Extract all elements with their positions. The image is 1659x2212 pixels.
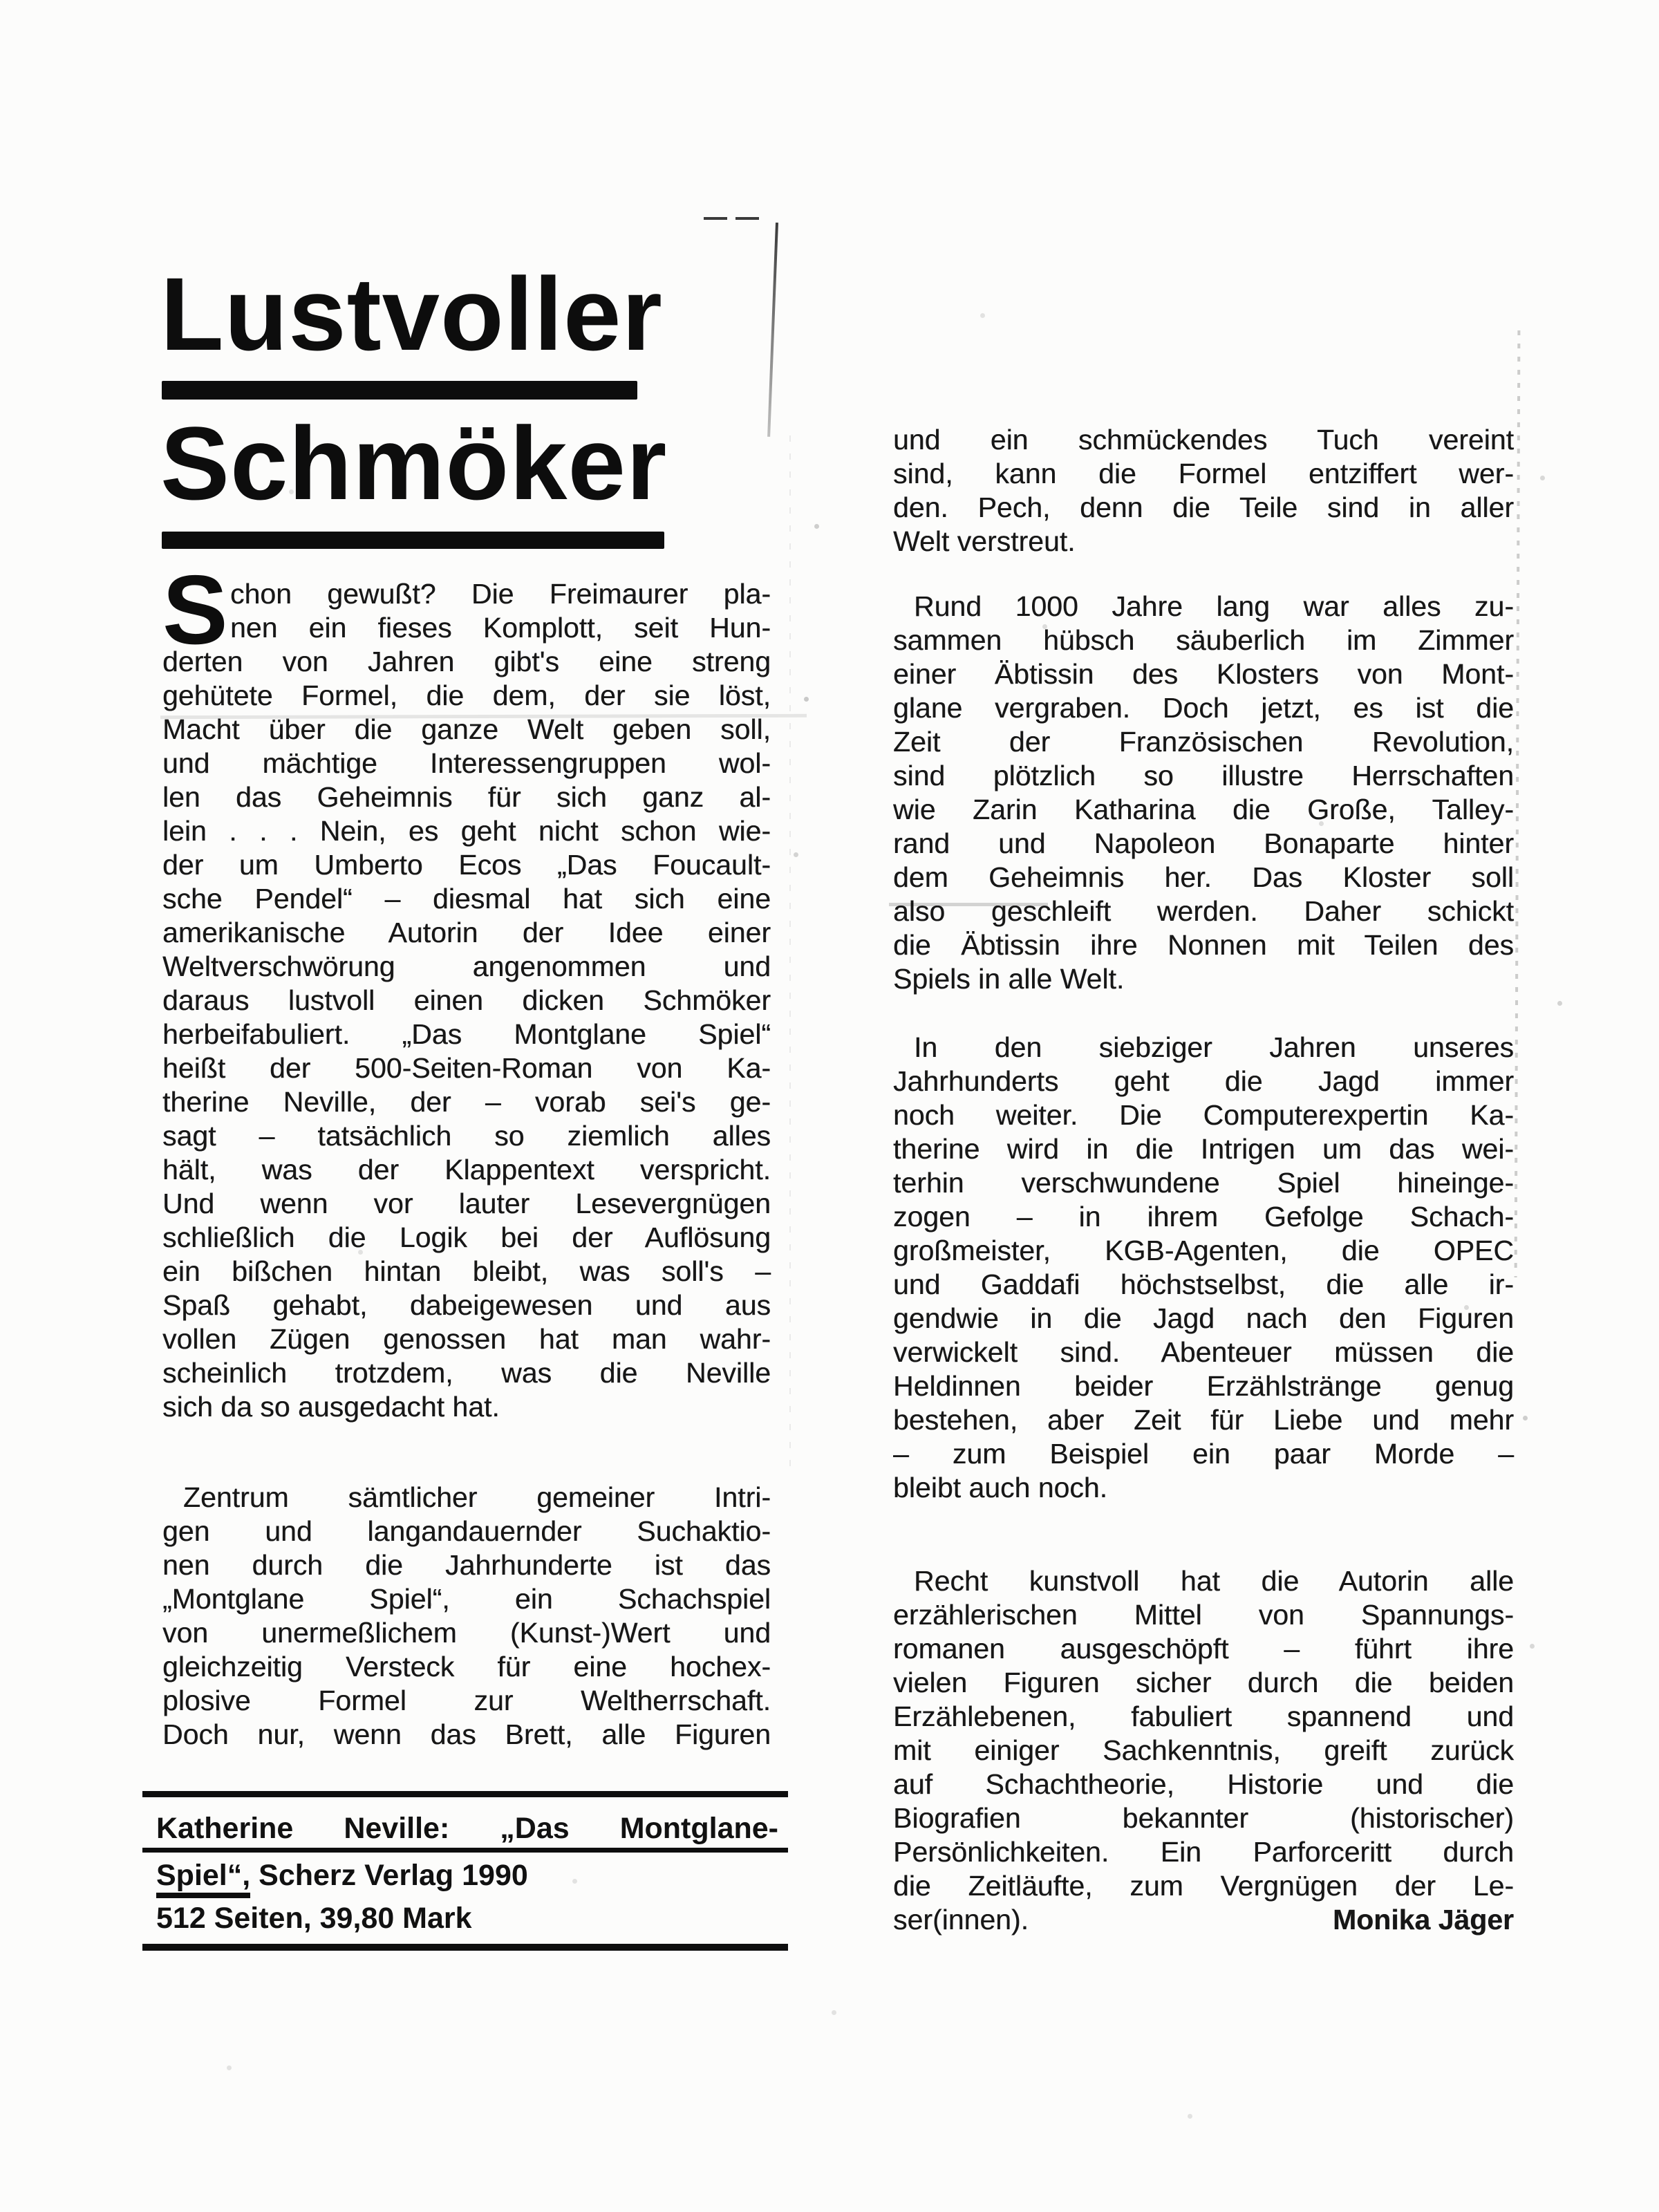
text-line: und ein schmückendes Tuch vereint	[893, 424, 1514, 456]
text-line: rand und Napoleon Bonaparte hinter	[893, 827, 1514, 859]
closing-line	[893, 1903, 1514, 1937]
top-scan-tick	[704, 217, 767, 220]
text-line: auf Schachtheorie, Historie und die	[893, 1768, 1514, 1800]
citation-line-3: 512 Seiten, 39,80 Mark	[156, 1902, 472, 1935]
text-line: bestehen, aber Zeit für Liebe und mehr	[893, 1404, 1514, 1436]
text-line: gleichzeitig Versteck für eine hochex-	[162, 1651, 771, 1683]
text-line: dem Geheimnis her. Das Kloster soll	[893, 861, 1514, 893]
right-edge-scan-noise	[1515, 330, 1521, 1277]
headline-word-2: Schmöker	[160, 405, 668, 521]
paragraph-kunstvoll	[893, 1564, 1514, 1903]
right-column	[893, 423, 1514, 1937]
text-line: hält, was der Klappentext verspricht.	[162, 1154, 771, 1185]
text-line: Spaß gehabt, dabeigewesen und aus	[162, 1289, 771, 1321]
text-line: gehütete Formel, die dem, der sie löst,	[162, 679, 771, 711]
text-line: Jahrhunderts geht die Jagd immer	[893, 1065, 1514, 1097]
text-line: sammen hübsch säuberlich im Zimmer	[893, 624, 1514, 656]
text-line: Welt verstreut.	[893, 525, 1076, 557]
text-line: Doch nur, wenn das Brett, alle Figuren	[162, 1718, 771, 1750]
text-line: zogen – in ihrem Gefolge Schach-	[893, 1201, 1514, 1232]
author-signature: Monika Jäger	[1332, 1904, 1514, 1936]
text-line: den. Pech, denn die Teile sind in aller	[893, 491, 1514, 523]
paragraph-siebziger	[893, 1031, 1514, 1505]
text-line: von unermeßlichem (Kunst-)Wert und	[162, 1617, 771, 1649]
text-line: der um Umberto Ecos „Das Foucault-	[162, 849, 771, 881]
text-line: – zum Beispiel ein paar Morde –	[893, 1438, 1514, 1470]
text-line: Persönlichkeiten. Ein Parforceritt durch	[893, 1836, 1514, 1868]
text-line: sche Pendel“ – diesmal hat sich eine	[162, 883, 771, 915]
text-line: therine Neville, der – vorab sei's ge-	[162, 1086, 771, 1118]
headline-rule-bottom	[162, 532, 664, 549]
text-line: bleibt auch noch.	[893, 1472, 1108, 1503]
scan-specks	[0, 0, 2, 2]
text-line: derten von Jahren gibt's eine streng	[162, 646, 771, 677]
paragraph-rund-1000	[893, 590, 1514, 996]
text-line: Biografien bekannter (historischer)	[893, 1802, 1514, 1834]
text-line: die Zeitläufte, zum Vergnügen der Le-	[893, 1870, 1514, 1902]
text-line: heißt der 500-Seiten-Roman von Ka-	[162, 1052, 771, 1084]
text-line: Heldinnen beider Erzählstränge genug	[893, 1370, 1514, 1402]
text-line: vollen Zügen genossen hat man wahr-	[162, 1323, 771, 1355]
text-line: glane vergraben. Doch jetzt, es ist die	[893, 692, 1514, 724]
text-line: großmeister, KGB-Agenten, die OPEC	[893, 1235, 1514, 1266]
text-line: lein . . . Nein, es geht nicht schon wie-	[162, 815, 771, 847]
text-line: und mächtige Interessengruppen wol-	[162, 747, 771, 779]
text-line: sind, kann die Formel entziffert wer-	[893, 458, 1514, 489]
paragraph-intro	[162, 555, 771, 1424]
text-line: gen und langandauernder Suchaktio-	[162, 1515, 771, 1547]
text-line: „Montglane Spiel“, ein Schachspiel	[162, 1583, 771, 1615]
citation-underlined-part: Spiel“,	[156, 1858, 250, 1898]
text-line: Weltverschwörung angenommen und	[162, 950, 771, 982]
text-line: len das Geheimnis für sich ganz al-	[162, 781, 771, 813]
column-fold-line-faint	[789, 435, 791, 1472]
text-line: daraus lustvoll einen dicken Schmöker	[162, 984, 771, 1016]
text-line: romanen ausgeschöpft – führt ihre	[893, 1633, 1514, 1665]
paragraph-zentrum	[162, 1481, 771, 1752]
citation-publisher: Scherz Verlag 1990	[259, 1859, 528, 1892]
text-line: nen durch die Jahrhunderte ist das	[162, 1549, 771, 1581]
text-line: Spiels in alle Welt.	[893, 963, 1125, 995]
text-line: erzählerischen Mittel von Spannungs-	[893, 1599, 1514, 1631]
text-line: einer Äbtissin des Klosters von Mont-	[893, 658, 1514, 690]
text-line: gendwie in die Jagd nach den Figuren	[893, 1302, 1514, 1334]
text-line: verwickelt sind. Abenteuer müssen die	[893, 1336, 1514, 1368]
text-line: Erzählebenen, fabuliert spannend und	[893, 1700, 1514, 1732]
text-line: chon gewußt? Die Freimaurer pla-	[230, 578, 771, 610]
text-line: amerikanische Autorin der Idee einer	[162, 917, 771, 948]
text-line: mit einiger Sachkenntnis, greift zurück	[893, 1734, 1514, 1766]
text-line: terhin verschwundene Spiel hineinge-	[893, 1167, 1514, 1199]
text-line: sagt – tatsächlich so ziemlich alles	[162, 1120, 771, 1152]
left-column	[162, 555, 771, 1752]
headline-rule-top	[162, 381, 637, 400]
text-line: Macht über die ganze Welt geben soll,	[162, 713, 771, 745]
text-line: schließlich die Logik bei der Auflösung	[162, 1221, 771, 1253]
text-line: Zeit der Französischen Revolution,	[893, 726, 1514, 758]
text-line: herbeifabuliert. „Das Montglane Spiel“	[162, 1018, 771, 1050]
book-citation-box	[142, 1791, 788, 1951]
paragraph-tuch	[893, 423, 1514, 559]
citation-line-2	[156, 1858, 778, 1898]
text-line: noch weiter. Die Computerexpertin Ka-	[893, 1099, 1514, 1131]
text-line: Rund 1000 Jahre lang war alles zu-	[914, 590, 1514, 622]
drop-cap: S	[162, 555, 228, 665]
text-line: therine wird in die Intrigen um das wei-	[893, 1133, 1514, 1165]
closing-text: ser(innen).	[893, 1904, 1029, 1936]
headline-word-1: Lustvoller	[160, 256, 663, 372]
citation-line-1: Katherine Neville: „Das Montglane-	[142, 1811, 788, 1853]
text-line: sind plötzlich so illustre Herrschaften	[893, 760, 1514, 791]
text-line: und Gaddafi höchstselbst, die alle ir-	[893, 1268, 1514, 1300]
text-line: In den siebziger Jahren unseres	[914, 1031, 1514, 1063]
text-line: nen ein fieses Komplott, seit Hun-	[230, 612, 771, 644]
column-fold-line	[767, 223, 778, 437]
text-line: wie Zarin Katharina die Große, Talley-	[893, 794, 1514, 825]
text-line: vielen Figuren sicher durch die beiden	[893, 1667, 1514, 1698]
text-line: Und wenn vor lauter Lesevergnügen	[162, 1188, 771, 1219]
text-line: scheinlich trotzdem, was die Neville	[162, 1357, 771, 1389]
text-line: sich da so ausgedacht hat.	[162, 1391, 500, 1423]
text-line: ein bißchen hintan bleibt, was soll's –	[162, 1255, 771, 1287]
text-line: Zentrum sämtlicher gemeiner Intri-	[183, 1481, 771, 1513]
text-line: Recht kunstvoll hat die Autorin alle	[914, 1565, 1514, 1597]
text-line: also geschleift werden. Daher schickt	[893, 895, 1514, 927]
text-line: die Äbtissin ihre Nonnen mit Teilen des	[893, 929, 1514, 961]
text-line: plosive Formel zur Weltherrschaft.	[162, 1685, 771, 1716]
